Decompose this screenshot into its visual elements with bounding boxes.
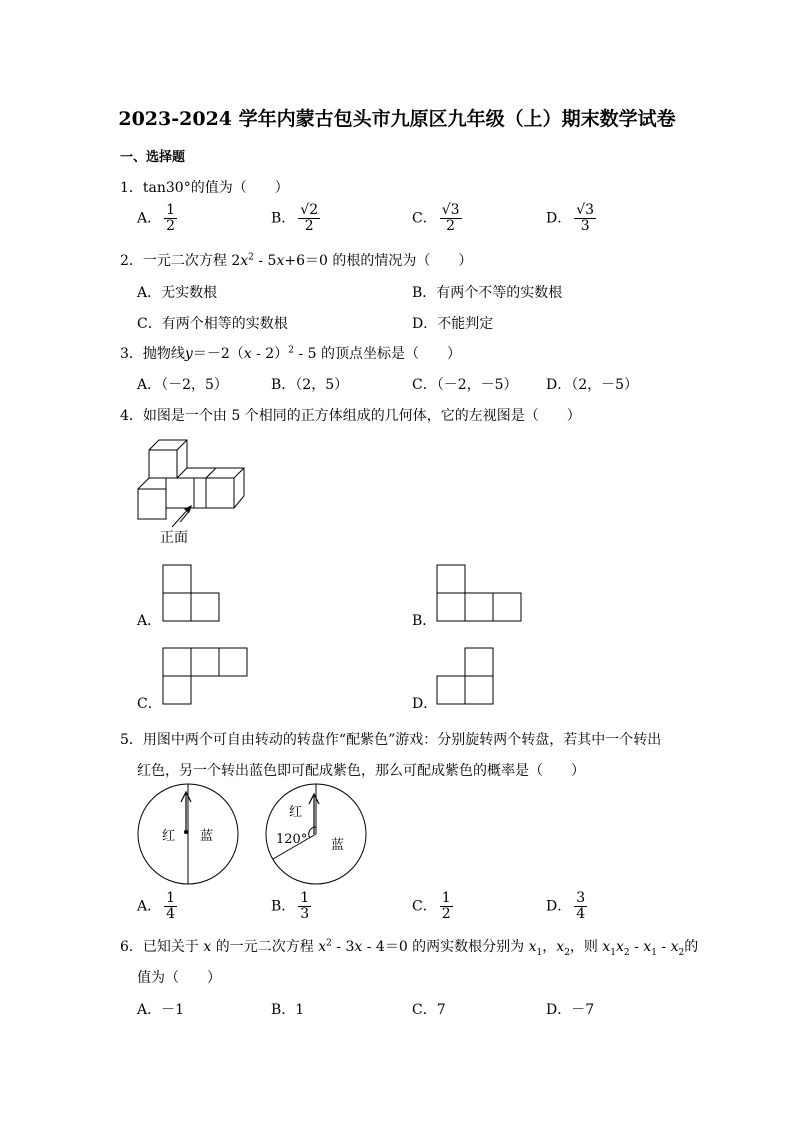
q5-option-a-num: 1 <box>166 890 176 906</box>
q1-option-a[interactable] <box>137 203 177 234</box>
q1-option-d-num: √3 <box>576 202 595 218</box>
q5-option-a-den: 4 <box>166 906 176 922</box>
q5-option-c[interactable] <box>412 891 453 922</box>
q6-stem-a: 6．已知关于 <box>120 939 199 955</box>
q6-stem-c: - 3 <box>331 939 355 955</box>
q6-expr-sub-1: 1 <box>610 947 617 958</box>
q5-option-b[interactable] <box>271 891 311 922</box>
q2-option-a[interactable]: A．无实数根 <box>137 285 218 301</box>
q6-stem-d: - 4＝0 的两实数根分别为 <box>362 939 529 955</box>
q3-var-y: y <box>184 346 193 362</box>
q5-option-b-den: 3 <box>300 906 310 922</box>
q6-expr-x2b: x <box>670 939 679 955</box>
q4-option-b-label[interactable]: B． <box>412 613 437 629</box>
q2-stem-a: 2．一元二次方程 2 <box>120 253 241 269</box>
q5-option-d-label: D． <box>546 898 572 915</box>
q4-option-a-label[interactable]: A． <box>137 613 162 629</box>
q5-spinner-1-red-label: 红 <box>162 829 176 844</box>
q4-option-b-figure[interactable] <box>436 564 526 624</box>
q3-option-a[interactable]: A．（－2，5） <box>137 377 228 393</box>
q5-stem-line1: 5．用图中两个可自由转动的转盘作“配紫色”游戏：分别旋转两个转盘，若其中一个转出 <box>120 732 662 748</box>
q4-option-c-figure[interactable] <box>162 647 252 707</box>
q6-expr-sub-2b: 2 <box>678 947 685 958</box>
q6-var-x3: x <box>354 939 363 955</box>
q1-option-b-num: √2 <box>300 202 319 218</box>
q2-option-c[interactable]: C．有两个相等的实数根 <box>137 316 288 332</box>
q1-option-a-label: A． <box>137 210 162 227</box>
q6-expr-x1: x <box>602 939 611 955</box>
q3-stem-c: - 2） <box>251 346 289 362</box>
q2-stem <box>120 250 472 270</box>
q3-option-c[interactable]: C．（－2，－5） <box>412 377 518 393</box>
q3-sup: 2 <box>288 345 294 356</box>
q5-option-c-num: 1 <box>441 890 451 906</box>
q5-option-c-label: C． <box>412 898 437 915</box>
q6-sub-1: 1 <box>536 947 543 958</box>
q6-expr-sub-2: 2 <box>623 947 630 958</box>
q5-option-a[interactable] <box>137 891 177 922</box>
q1-option-b-label: B． <box>271 210 296 227</box>
q5-option-b-num: 1 <box>300 890 310 906</box>
q1-option-d-label: D． <box>546 210 572 227</box>
q6-sub-2: 2 <box>564 947 570 958</box>
q5-spinner-1-blue-label: 蓝 <box>200 829 214 844</box>
q5-option-c-den: 2 <box>441 906 451 922</box>
q2-var-x: x <box>240 253 249 269</box>
q1-option-c-num: √3 <box>441 202 460 218</box>
q3-stem-d: - 5 的顶点坐标是（ ） <box>293 346 461 362</box>
q3-stem-b: ＝－2（ <box>192 346 244 362</box>
q2-sup: 2 <box>248 252 254 263</box>
q5-spinner-1 <box>136 782 240 886</box>
q5-option-d[interactable] <box>546 891 587 922</box>
q1-option-a-num: 1 <box>166 202 176 218</box>
q2-var-x2: x <box>276 253 285 269</box>
q6-stem-b: 的一元二次方程 <box>211 939 319 955</box>
q4-front-label: 正面 <box>160 530 188 546</box>
section-heading: 一、选择题 <box>120 150 186 165</box>
q5-option-d-num: 3 <box>576 890 586 906</box>
q4-arrow-icon <box>168 503 198 529</box>
q6-expr-sub-1b: 1 <box>651 947 657 958</box>
q5-stem-line2: 红色，另一个转出蓝色即可配成紫色，那么可配成紫色的概率是（ ） <box>137 763 585 779</box>
q2-stem-c: +6＝0 的根的情况为（ ） <box>284 253 473 269</box>
q4-stem: 4．如图是一个由 5 个相同的正方体组成的几何体，它的左视图是（ ） <box>120 408 581 424</box>
q4-option-d-figure[interactable] <box>436 647 498 707</box>
q1-option-c-label: C． <box>412 210 437 227</box>
q4-option-c-label[interactable]: C． <box>137 696 162 712</box>
q6-var-x2: x <box>318 939 327 955</box>
q3-option-d[interactable]: D．（2，－5） <box>546 377 639 393</box>
q2-option-d[interactable]: D．不能判定 <box>412 316 494 332</box>
q6-stem-line2: 值为（ ） <box>137 970 221 986</box>
q5-option-a-label: A． <box>137 898 162 915</box>
q5-spinner-2-red-label: 红 <box>289 805 303 820</box>
q2-stem-b: - 5 <box>253 253 277 269</box>
q1-stem: 1．tan30°的值为（ ） <box>120 180 289 196</box>
q5-spinner-2-angle-label: 120° <box>276 832 308 847</box>
q6-option-d[interactable]: D．－7 <box>546 1002 595 1018</box>
q3-option-b[interactable]: B．（2，5） <box>271 377 349 393</box>
q1-option-b[interactable] <box>271 203 320 234</box>
q1-option-c[interactable] <box>412 203 462 234</box>
q6-option-a[interactable]: A．－1 <box>137 1002 185 1018</box>
q5-option-d-den: 4 <box>576 906 586 922</box>
q4-option-a-figure[interactable] <box>162 564 222 624</box>
q1-option-a-den: 2 <box>166 218 176 234</box>
q4-option-d-label[interactable]: D． <box>412 696 438 712</box>
q6-root-x1: x <box>528 939 537 955</box>
q3-var-x: x <box>243 346 252 362</box>
q5-option-b-label: B． <box>271 898 296 915</box>
q3-stem-a: 3．抛物线 <box>120 346 185 362</box>
page-title: 2023-2024 学年内蒙古包头市九原区九年级（上）期末数学试卷 <box>118 108 676 130</box>
q1-option-d[interactable] <box>546 203 596 234</box>
q6-var-x: x <box>203 939 212 955</box>
q1-option-d-den: 3 <box>580 218 590 234</box>
q6-expr-x2: x <box>616 939 624 955</box>
q1-option-b-den: 2 <box>304 218 314 234</box>
q6-root-x2: x <box>556 939 565 955</box>
q6-stem-f: 的 <box>684 939 699 955</box>
q5-spinner-2-blue-label: 蓝 <box>331 838 345 853</box>
q1-option-c-den: 2 <box>446 218 456 234</box>
q6-option-c[interactable]: C．7 <box>412 1002 446 1018</box>
q3-stem <box>120 343 461 363</box>
q6-stem-e: ，则 <box>569 939 603 955</box>
q6-stem-line1: 6．已知关于 x 的一元二次方程 $x^2 - 3x - 4=0$ 的两实数根分别为 $x_1$，$x_2$，则 $x_1x_2 - x_1 - x_2$的 <box>120 938 699 958</box>
q6-expr-x1b: x <box>643 939 652 955</box>
q2-option-b[interactable]: B．有两个不等的实数根 <box>412 285 563 301</box>
q6-sup: 2 <box>326 938 332 949</box>
q6-option-b[interactable]: B．1 <box>271 1002 305 1018</box>
